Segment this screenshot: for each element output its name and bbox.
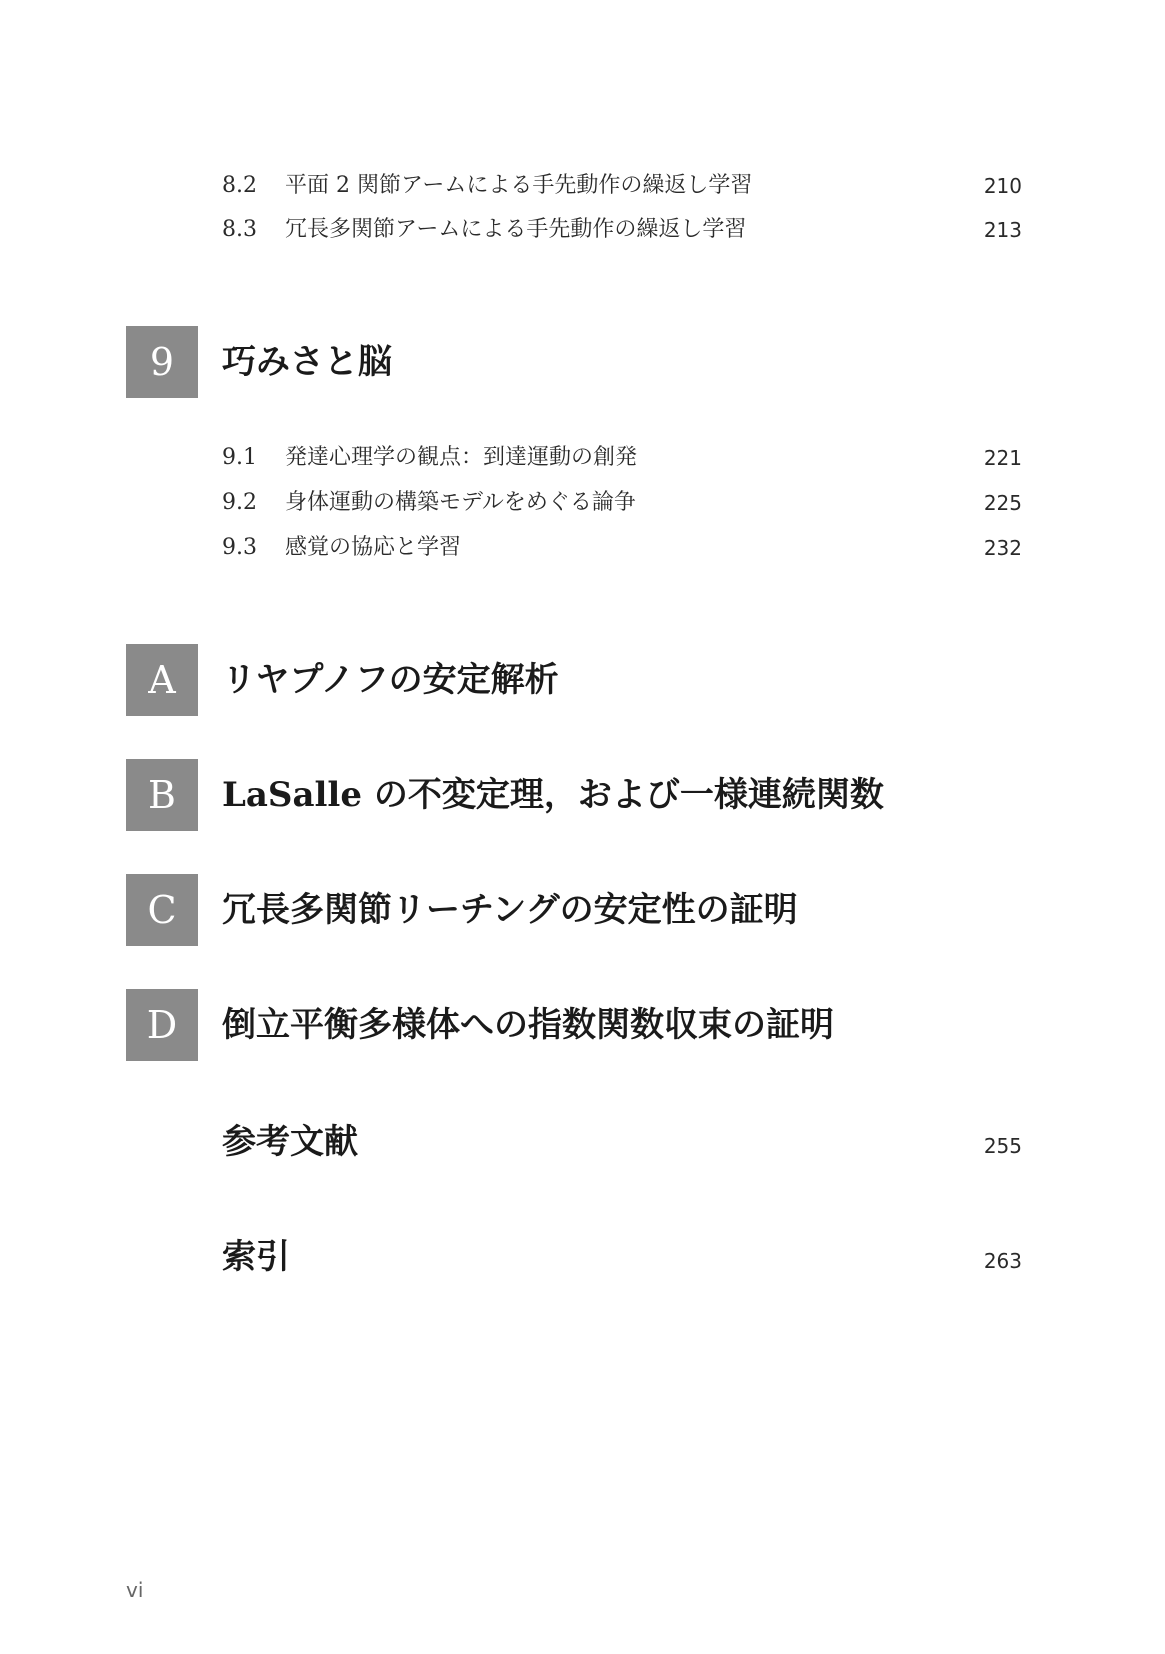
toc-section-row[interactable]: [222, 442, 1022, 474]
appendix-title[interactable]: リヤプノフの安定解析: [222, 660, 559, 700]
section-title: 身体運動の構築モデルをめぐる論争: [285, 490, 636, 515]
section-number: 8.3: [222, 217, 257, 242]
toc-section-row[interactable]: [222, 532, 1022, 564]
appendix-title[interactable]: 倒立平衡多様体への指数関数収束の証明: [222, 1005, 834, 1045]
section-page-number: 232: [983, 536, 1022, 560]
appendix-title[interactable]: LaSalle の不変定理，および一様連続関数: [222, 775, 884, 815]
index-title[interactable]: 索引: [222, 1237, 290, 1277]
appendix-letter-badge: D: [126, 989, 198, 1061]
references-page-number: 255: [983, 1134, 1022, 1158]
chapter-title[interactable]: 巧みさと脳: [222, 342, 392, 382]
section-title: 発達心理学の観点：到達運動の創発: [285, 445, 638, 470]
section-title: 冗長多関節アームによる手先動作の繰返し学習: [285, 217, 747, 242]
references-title[interactable]: 参考文献: [222, 1122, 358, 1162]
section-number: 9.1: [222, 445, 257, 470]
toc-section-row[interactable]: [222, 170, 1022, 202]
appendix-letter-badge: A: [126, 644, 198, 716]
section-page-number: 221: [983, 446, 1022, 470]
section-number: 9.2: [222, 490, 257, 515]
section-number: 9.3: [222, 535, 257, 560]
chapter-number-badge: 9: [126, 326, 198, 398]
appendix-letter-badge: C: [126, 874, 198, 946]
index-page-number: 263: [983, 1249, 1022, 1273]
toc-section-row[interactable]: [222, 214, 1022, 246]
appendix-letter-badge: B: [126, 759, 198, 831]
page-folio: vi: [126, 1578, 144, 1602]
section-page-number: 225: [983, 491, 1022, 515]
section-title: 感覚の協応と学習: [285, 535, 462, 560]
section-page-number: 210: [983, 174, 1022, 198]
section-number: 8.2: [222, 173, 257, 198]
toc-section-row[interactable]: [222, 487, 1022, 519]
appendix-title[interactable]: 冗長多関節リーチングの安定性の証明: [222, 890, 798, 930]
section-title: 平面 2 関節アームによる手先動作の繰返し学習: [285, 173, 753, 198]
section-page-number: 213: [983, 218, 1022, 242]
